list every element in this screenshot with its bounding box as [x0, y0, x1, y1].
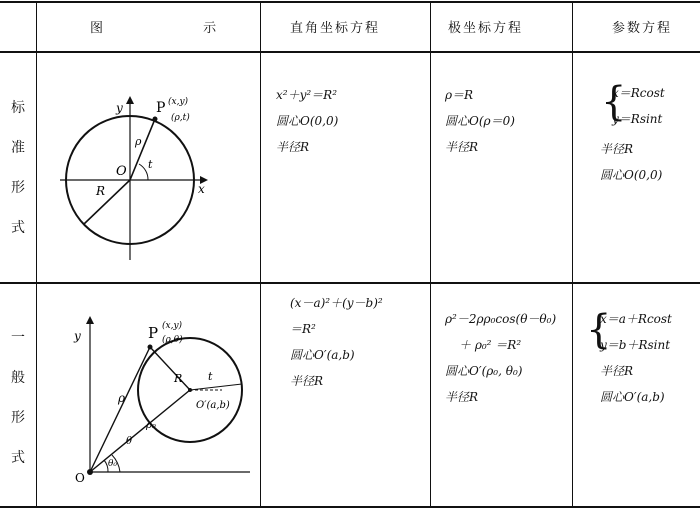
center-line: 圆心O′(a,b): [600, 390, 665, 404]
radius-label: R: [174, 372, 183, 385]
point-p: [148, 345, 153, 350]
center-line: 圆心O(0,0): [600, 168, 663, 182]
general-param-brace: {: [586, 307, 612, 353]
center-line: 圆心O′(ρ₀, θ₀): [445, 364, 523, 378]
param-x-line: x＝a＋Rcost: [600, 312, 672, 326]
center-line: 圆心O(ρ＝0): [445, 114, 515, 128]
header-cartesian: 直角坐标方程: [290, 20, 381, 36]
equation-line-cont: ＋ ρ₀² ＝R²: [459, 338, 522, 352]
angle-label: t: [208, 370, 213, 383]
side-label-standard: [3, 88, 33, 248]
header-parametric: 参数方程: [612, 20, 673, 36]
side-char: 准: [11, 140, 25, 156]
param-y-line: y＝Rsint: [612, 112, 663, 126]
standard-param-cell: [612, 80, 665, 132]
center-point: [188, 388, 192, 392]
point-p: [153, 117, 158, 122]
y-axis-label: y: [116, 101, 123, 115]
y-axis-arrow: [86, 316, 94, 324]
standard-param-extra: [600, 136, 662, 188]
standard-param-brace: {: [601, 79, 627, 125]
param-y-line: y＝b＋Rsint: [600, 338, 671, 352]
radius-line: 半径R: [600, 364, 634, 378]
center-line: 圆心O(0,0): [276, 114, 339, 128]
radius-line-r: [84, 180, 130, 224]
side-char: 一: [11, 330, 25, 346]
x-axis-label: x: [198, 182, 205, 196]
standard-polar-cell: [445, 82, 515, 160]
point-polar-label: (ρ,t): [171, 113, 190, 123]
angle-label: t: [148, 158, 153, 171]
param-x-line: x＝Rcost: [612, 86, 665, 100]
point-xy-label: (x,y): [168, 97, 189, 107]
theta-label: θ: [126, 436, 133, 447]
table-bottom-border: [0, 506, 700, 508]
angle-line: [190, 384, 242, 390]
radius-line: 半径R: [276, 140, 310, 154]
radius-line: 半径R: [445, 140, 479, 154]
general-cartesian-cell: [290, 290, 383, 394]
equation-line: ρ＝R: [445, 88, 474, 102]
equation-line: (x－a)²＋(y－b)²: [290, 296, 383, 310]
side-char: 形: [11, 410, 25, 426]
side-char: 标: [11, 100, 25, 116]
header-figure: 图 示: [90, 20, 219, 36]
center-line: 圆心O′(a,b): [290, 348, 355, 362]
point-polar-label: (ρ,θ): [162, 335, 183, 345]
radius-line: 半径R: [445, 390, 479, 404]
standard-circle-figure: [50, 70, 250, 270]
rho0-label: ρ₀: [146, 420, 156, 431]
header-polar: 极坐标方程: [448, 20, 524, 36]
radius-line: [150, 347, 190, 390]
side-char: 式: [11, 450, 25, 466]
origin-label: O: [75, 471, 85, 485]
y-axis-arrow: [126, 96, 134, 104]
equation-line: ρ²－2ρρ₀cos(θ－θ₀): [445, 312, 557, 326]
col-divider-fig: [260, 1, 261, 508]
origin-label: O: [116, 164, 127, 179]
standard-cartesian-cell: [276, 82, 338, 160]
equation-line: x²＋y²＝R²: [276, 88, 338, 102]
point-xy-label: (x,y): [162, 321, 183, 331]
theta0-label: θ₀: [108, 459, 118, 469]
radius-label: R: [96, 184, 106, 198]
side-char: 式: [11, 220, 25, 236]
row-divider: [0, 282, 700, 284]
y-axis-label: y: [74, 329, 81, 343]
point-label: P: [148, 324, 159, 342]
general-polar-cell: [445, 306, 556, 410]
col-divider-side: [36, 1, 37, 508]
general-param-cell: [600, 306, 672, 410]
side-char: 般: [11, 370, 25, 386]
point-label: P: [156, 100, 166, 116]
col-divider-polar: [572, 1, 573, 508]
radius-line: 半径R: [290, 374, 324, 388]
radius-line: 半径R: [600, 142, 634, 156]
general-circle-figure: [50, 290, 255, 500]
rho-label: ρ: [118, 391, 126, 405]
col-divider-cart: [430, 1, 431, 508]
center-label: O′(a,b): [196, 400, 230, 411]
side-char: 形: [11, 180, 25, 196]
rho-label: ρ: [135, 135, 142, 148]
angle-arc: [139, 164, 148, 180]
equation-line-cont: ＝R²: [290, 322, 316, 336]
side-label-general: [3, 318, 33, 478]
